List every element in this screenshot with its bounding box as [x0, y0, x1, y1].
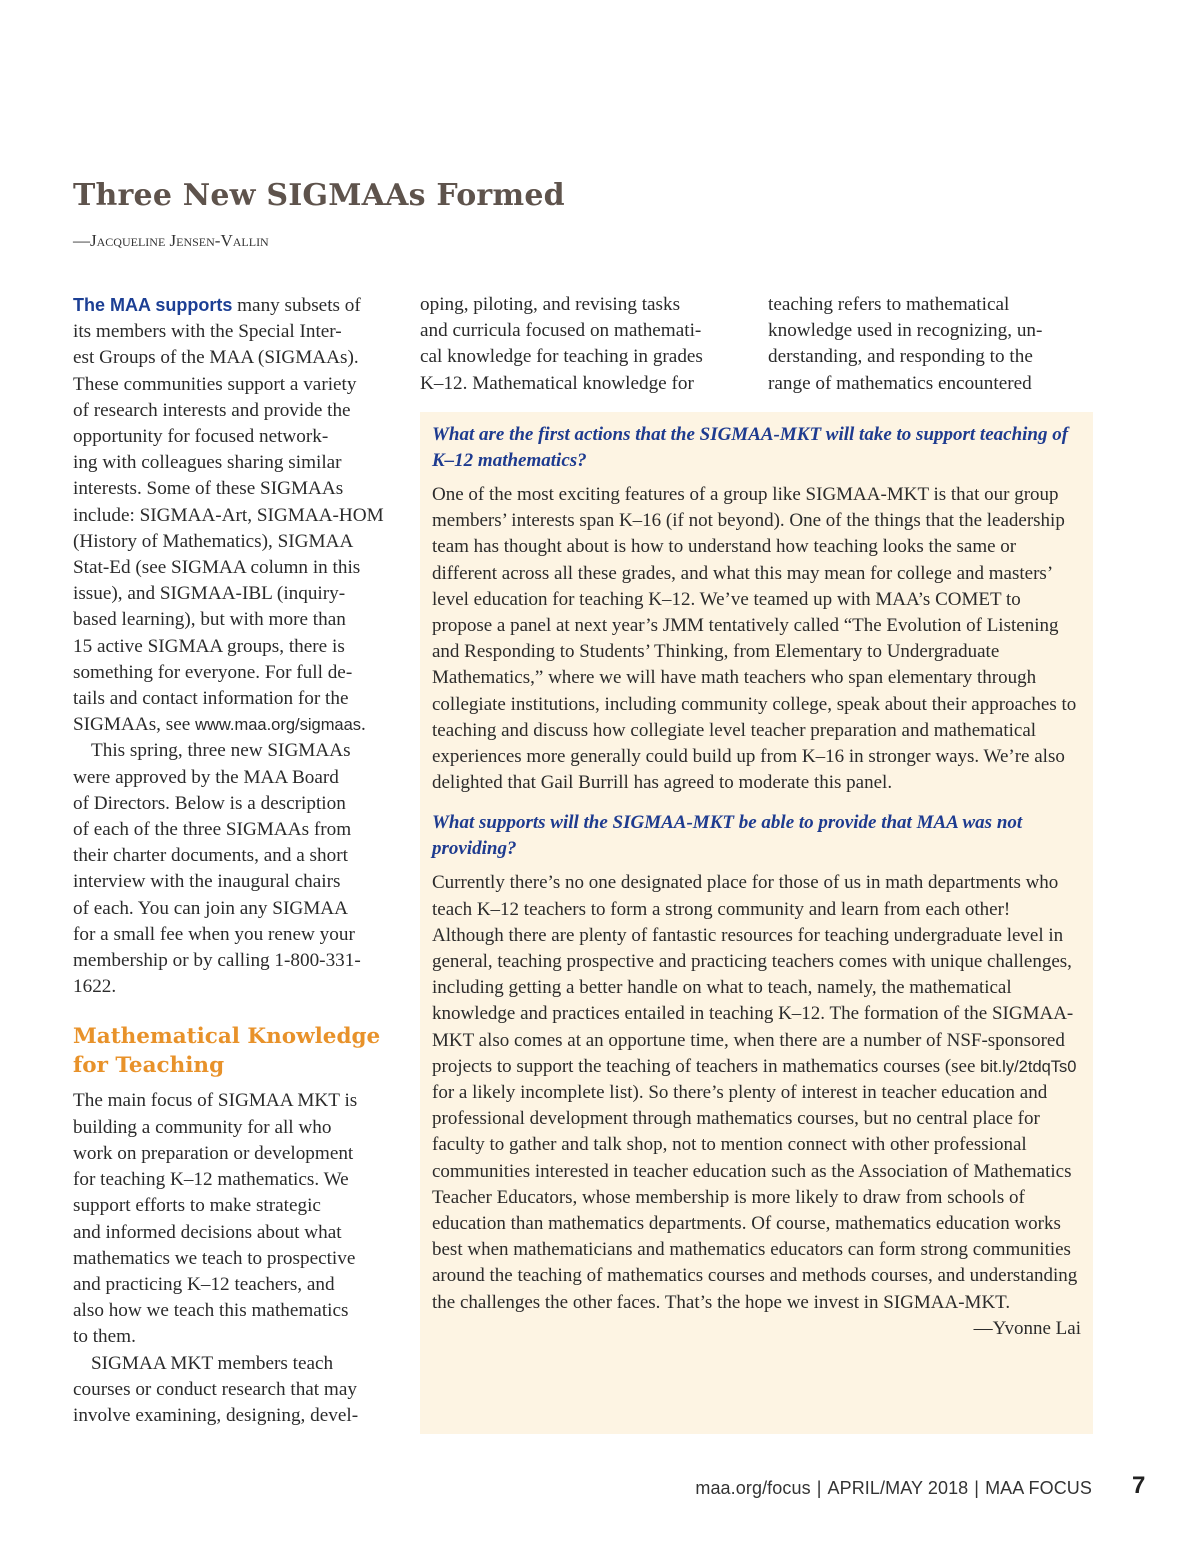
text-line: building a community for all who: [73, 1116, 332, 1138]
text-line: of each. You can join any SIGMAA: [73, 897, 348, 919]
mkt-focus-paragraph: [73, 1088, 398, 1350]
text-line: its members with the Special Inter-: [73, 321, 342, 343]
text-line: membership or by calling 1-800-331-: [73, 950, 361, 972]
text-line: for a small fee when you renew your: [73, 923, 355, 945]
text-line: interview with the inaugural chairs: [73, 871, 341, 893]
interview-answer: One of the most exciting features of a group like SIGMAA-MKT is that our group members’ interests span K–16 (if not beyond). One of the things that the leadership team has thought about is how to understand how teaching looks the same or different across all these grades, and what this may mean for college and masters’ level education for teaching K–12. We’ve teamed up with MAA’s COMET to propose a panel at next year’s JMM tentatively called “The Evolution of Listening and Responding to Students’ Thinking, from Elementary to Undergraduate Mathematics,” where we will have math teachers who span elementary through collegiate institutions, including community college, speak about their approaches to teaching and discuss how collegiate level teacher preparation and mathematical experiences more generally could build up from K–16 in stronger ways. We’re also delighted that Gail Burrill has agreed to moderate this panel.: [432, 484, 1077, 794]
text-line: their charter documents, and a short: [73, 845, 348, 867]
text-line: work on preparation or development: [73, 1142, 354, 1164]
article-title: Three New SIGMAAs Formed: [73, 178, 565, 213]
column-3: [768, 292, 1090, 397]
text-line: These communities support a variety: [73, 373, 357, 395]
projects-link[interactable]: bit.ly/2tdqTs0: [980, 1057, 1077, 1076]
text-line: This spring, three new SIGMAAs: [91, 740, 351, 762]
interview-signature: —Yvonne Lai: [973, 1317, 1081, 1339]
footer-issue: APRIL/MAY 2018: [827, 1478, 969, 1498]
text-line: (History of Mathematics), SIGMAA: [73, 530, 354, 552]
interview-box: [420, 412, 1093, 1434]
text-line: of each of the three SIGMAAs from: [73, 819, 352, 841]
column-1: [73, 292, 398, 1429]
text-line: Stat-Ed (see SIGMAA column in this: [73, 557, 361, 579]
text-line: based learning), but with more than: [73, 609, 346, 631]
text-line: est Groups of the MAA (SIGMAAs).: [73, 347, 359, 369]
sigmaas-link[interactable]: www.maa.org/sigmaas: [195, 716, 362, 735]
text-line: and informed decisions about what: [73, 1221, 342, 1243]
text-line: SIGMAAs, see www.maa.org/sigmaas.: [73, 714, 366, 736]
text-line: and practicing K–12 teachers, and: [73, 1273, 335, 1295]
text-line: of Directors. Below is a description: [73, 792, 346, 814]
text-line: K–12. Mathematical knowledge for: [420, 372, 694, 394]
footer-url[interactable]: maa.org/focus: [695, 1478, 811, 1498]
text-line: The MAA supports many subsets of: [73, 295, 361, 316]
text-line: mathematics we teach to prospective: [73, 1247, 356, 1269]
page-number: 7: [1132, 1472, 1146, 1499]
text-line: derstanding, and responding to the: [768, 346, 1033, 368]
footer-publication: MAA FOCUS: [985, 1478, 1092, 1498]
text-line: also how we teach this mathematics: [73, 1300, 349, 1322]
text-line: issue), and SIGMAA-IBL (inquiry-: [73, 583, 346, 605]
mkt-members-paragraph: [73, 1351, 398, 1430]
text-line: tails and contact information for the: [73, 688, 349, 710]
text-line: support efforts to make strategic: [73, 1195, 321, 1217]
lead-in: The MAA supports: [73, 295, 233, 315]
page-footer: maa.org/focus | APRIL/MAY 2018 | MAA FOCUS: [695, 1478, 1092, 1498]
byline: —Jacqueline Jensen-Vallin: [73, 231, 269, 250]
text-line: courses or conduct research that may: [73, 1378, 357, 1400]
text-line: range of mathematics encountered: [768, 372, 1032, 394]
interview-question: What supports will the SIGMAA-MKT be able to provide that MAA was not providing?: [432, 812, 1023, 860]
text-line: to them.: [73, 1326, 136, 1348]
text-line: include: SIGMAA-Art, SIGMAA-HOM: [73, 504, 384, 526]
text-line: 15 active SIGMAA groups, there is: [73, 635, 345, 657]
section-heading: Mathematical Knowledge for Teaching: [73, 1024, 381, 1079]
text-line: and curricula focused on mathemati-: [420, 320, 702, 342]
text-line: teaching refers to mathematical: [768, 294, 1010, 315]
text-line: were approved by the MAA Board: [73, 766, 339, 788]
interview-answer: Currently there’s no one designated place for those of us in math departments who teach K–12 teachers to form a strong community and learn from each other! Although there are plenty of fantastic resources for teaching undergraduate level in general, teaching prospective and practicing teachers comes with unique challenges, including getting a better handle on what to teach, namely, the mathematical knowledge and practices entailed in teaching K–12. The formation of the SIGMAA-MKT also comes at an opportune time, when there are a number of NSF-sponsored projects to support the teaching of teachers in mathematics courses (see bit.ly/2tdqTs0 for a likely incomplete list). So there’s plenty of interest in teacher education and professional development through mathematics courses, but no central place for faculty to gather and talk shop, not to mention connect with other professional communities interested in teacher education such as the Association of Mathematics Teacher Educators, whose membership is more likely to draw from schools of education than mathematics departments. Of course, mathematics education works best when mathematicians and mathematics educators can form strong communities around the teaching of mathematics courses and methods courses, and understanding the challenges the other faces. That’s the hope we invest in SIGMAA-MKT. —Yvonne Lai: [432, 870, 1081, 1315]
text-line: knowledge used in recognizing, un-: [768, 320, 1043, 342]
text-line: interests. Some of these SIGMAAs: [73, 478, 344, 500]
intro-paragraph: [73, 292, 398, 738]
text-line: SIGMAA MKT members teach: [91, 1352, 334, 1374]
text-line: The main focus of SIGMAA MKT is: [73, 1090, 358, 1112]
text-line: cal knowledge for teaching in grades: [420, 346, 703, 368]
text-line: ing with colleagues sharing similar: [73, 452, 342, 474]
text-line: involve examining, designing, devel-: [73, 1404, 359, 1426]
interview-question: What are the first actions that the SIGMAA-MKT will take to support teaching of K–12 mathematics?: [432, 424, 1069, 471]
column-2: [420, 292, 742, 397]
text-line: for teaching K–12 mathematics. We: [73, 1169, 349, 1191]
approval-paragraph: [73, 738, 398, 1000]
text-line: oping, piloting, and revising tasks: [420, 294, 681, 315]
text-line: 1622.: [73, 976, 117, 998]
text-line: opportunity for focused network-: [73, 426, 329, 448]
text-line: something for everyone. For full de-: [73, 661, 353, 683]
text-line: of research interests and provide the: [73, 399, 351, 421]
